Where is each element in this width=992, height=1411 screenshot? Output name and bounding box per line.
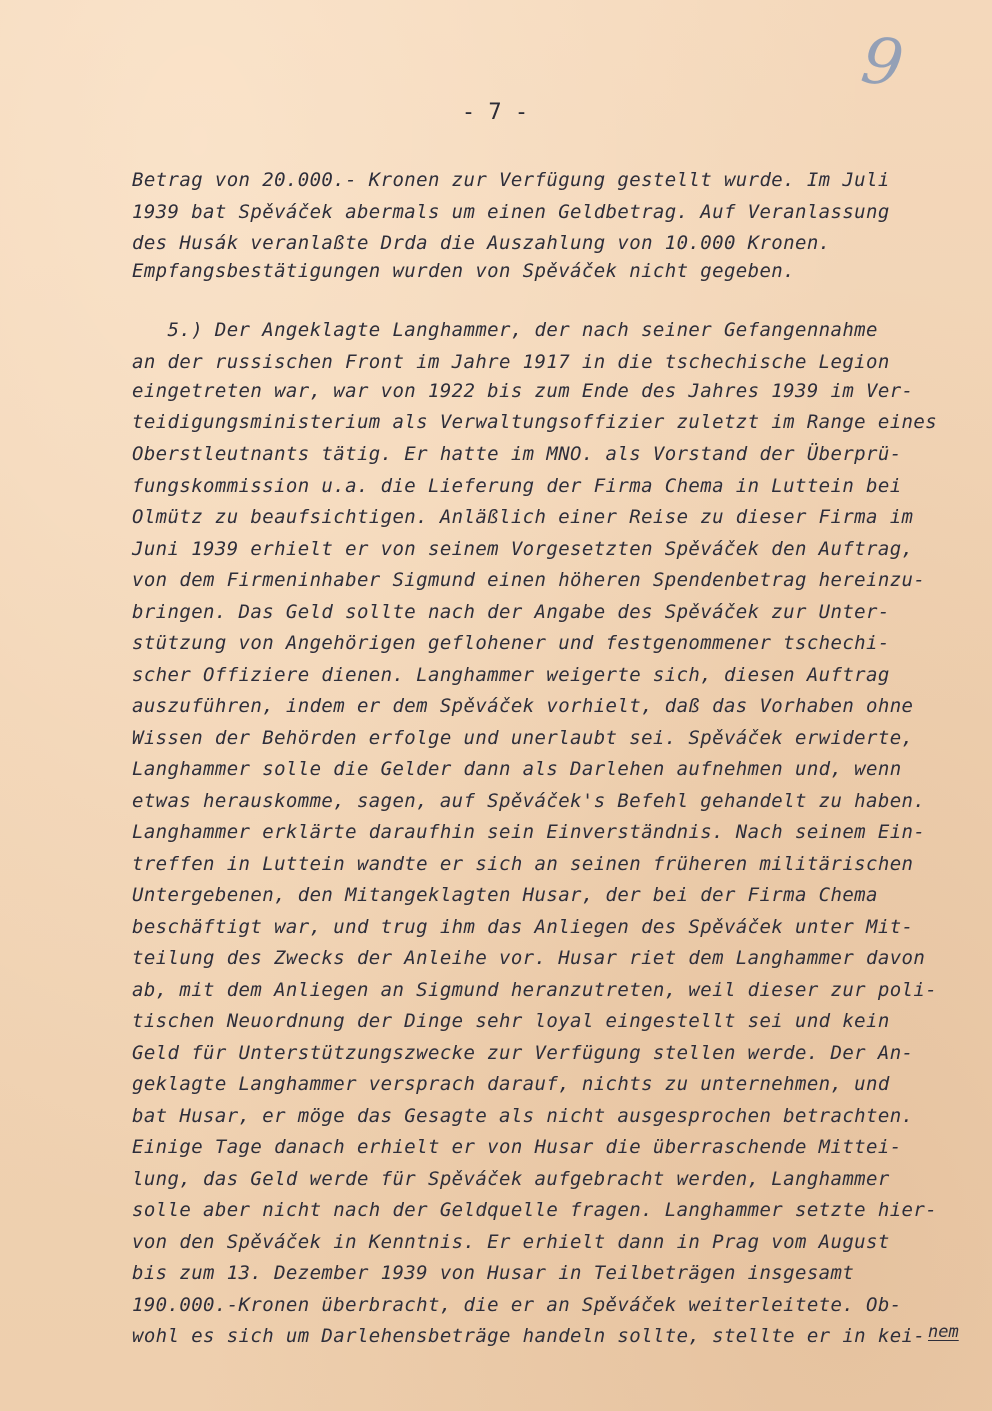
text-line: Einige Tage danach erhielt er von Husar die überraschende Mittei- xyxy=(132,1136,902,1158)
text-line: Wissen der Behörden erfolge und unerlaubt sei. Spěváček erwiderte, xyxy=(132,727,914,749)
text-line: Empfangsbestätigungen wurden von Spěváček nicht gegeben. xyxy=(132,260,795,282)
text-line: Oberstleutnants tätig. Er hatte im MNO. als Vorstand der Überprü- xyxy=(132,443,902,465)
text-line: ab, mit dem Anliegen an Sigmund heranzutreten, weil dieser zur poli- xyxy=(132,979,938,1001)
text-line: bat Husar, er möge das Gesagte als nicht ausgesprochen betrachten. xyxy=(132,1105,914,1127)
text-line: fungskommission u.a. die Lieferung der Firma Chema in Luttein bei xyxy=(132,475,902,497)
text-line: lung, das Geld werde für Spěváček aufgebracht werden, Langhammer xyxy=(132,1168,890,1190)
text-line: Langhammer erklärte daraufhin sein Einverständnis. Nach seinem Ein- xyxy=(132,821,926,843)
text-line: Langhammer solle die Gelder dann als Darlehen aufnehmen und, wenn xyxy=(132,758,902,780)
text-line: 5.) Der Angeklagte Langhammer, der nach seiner Gefangennahme xyxy=(132,319,878,341)
text-line: an der russischen Front im Jahre 1917 in die tschechische Legion xyxy=(132,351,890,373)
text-line: eingetreten war, war von 1922 bis zum Ende des Jahres 1939 im Ver- xyxy=(132,380,914,402)
text-line: bringen. Das Geld sollte nach der Angabe des Spěváček zur Unter- xyxy=(132,601,890,623)
text-line: Untergebenen, den Mitangeklagten Husar, der bei der Firma Chema xyxy=(132,884,878,906)
text-line: von dem Firmeninhaber Sigmund einen höheren Spendenbetrag hereinzu- xyxy=(132,569,926,591)
text-line: 1939 bat Spěváček abermals um einen Geldbetrag. Auf Veranlassung xyxy=(132,201,890,223)
catchword: nem xyxy=(928,1322,959,1342)
text-line: von den Spěváček in Kenntnis. Er erhielt dann in Prag vom August xyxy=(132,1231,890,1253)
page-number: - 7 - xyxy=(461,100,529,125)
text-line: treffen in Luttein wandte er sich an seinen früheren militärischen xyxy=(132,853,914,875)
text-line: geklagte Langhammer versprach darauf, nichts zu unternehmen, und xyxy=(132,1073,890,1095)
text-line: 190.000.-Kronen überbracht, die er an Spěváček weiterleitete. Ob- xyxy=(132,1294,902,1316)
text-line: Olmütz zu beaufsichtigen. Anläßlich einer Reise zu dieser Firma im xyxy=(132,506,914,528)
text-line: Juni 1939 erhielt er von seinem Vorgesetzten Spěváček den Auftrag, xyxy=(132,538,914,560)
text-line: des Husák veranlaßte Drda die Auszahlung von 10.000 Kronen. xyxy=(132,232,831,254)
text-line: wohl es sich um Darlehensbeträge handeln sollte, stellte er in kei- xyxy=(132,1325,926,1347)
text-line: scher Offiziere dienen. Langhammer weigerte sich, diesen Auftrag xyxy=(132,664,890,686)
text-line: bis zum 13. Dezember 1939 von Husar in Teilbeträgen insgesamt xyxy=(132,1262,855,1284)
text-line: tischen Neuordnung der Dinge sehr loyal eingestellt sei und kein xyxy=(132,1010,890,1032)
text-line: Betrag von 20.000.- Kronen zur Verfügung gestellt wurde. Im Juli xyxy=(132,169,890,191)
text-line: teilung des Zwecks der Anleihe vor. Husar riet dem Langhammer davon xyxy=(132,947,926,969)
text-line: stützung von Angehörigen geflohener und festgenommener tschechi- xyxy=(132,632,890,654)
text-line: teidigungsministerium als Verwaltungsoffizier zuletzt im Range eines xyxy=(132,411,938,433)
handwritten-folio-mark: 9 xyxy=(857,23,908,103)
text-line: auszuführen, indem er dem Spěváček vorhielt, daß das Vorhaben ohne xyxy=(132,695,914,717)
text-line: Geld für Unterstützungszwecke zur Verfügung stellen werde. Der An- xyxy=(132,1042,914,1064)
text-line: solle aber nicht nach der Geldquelle fragen. Langhammer setzte hier- xyxy=(132,1199,938,1221)
text-line: beschäftigt war, und trug ihm das Anliegen des Spěváček unter Mit- xyxy=(132,916,914,938)
text-line: etwas herauskomme, sagen, auf Spěváček's Befehl gehandelt zu haben. xyxy=(132,790,926,812)
